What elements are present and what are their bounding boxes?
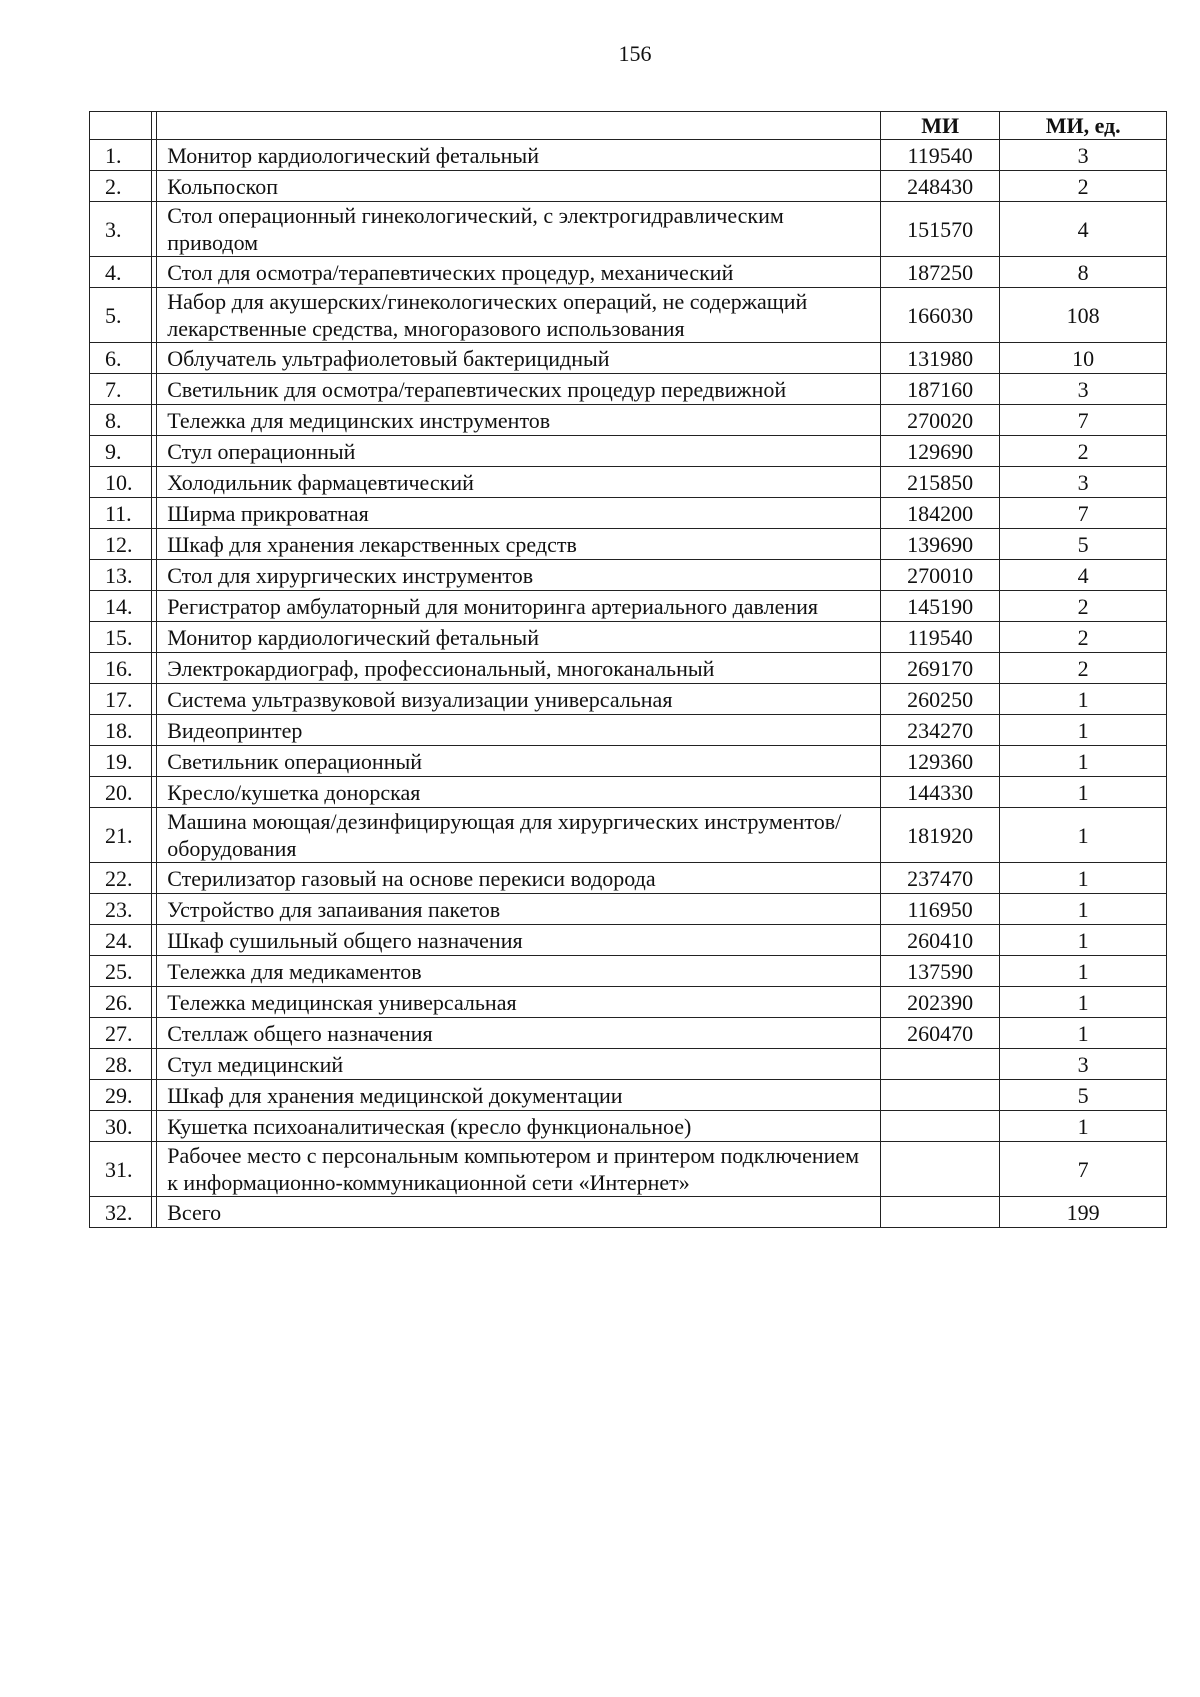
equipment-table <box>89 111 1167 1228</box>
row-number: 27. <box>90 1018 152 1049</box>
row-name: Тележка для медикаментов <box>157 956 881 987</box>
table-row <box>90 374 1167 405</box>
table-row <box>90 622 1167 653</box>
row-quantity: 7 <box>1000 498 1167 529</box>
row-quantity: 4 <box>1000 560 1167 591</box>
row-name: Тележка для медицинских инструментов <box>157 405 881 436</box>
row-name: Стол для осмотра/терапевтических процедур, механический <box>157 257 881 288</box>
table-row <box>90 1197 1167 1228</box>
row-quantity: 2 <box>1000 622 1167 653</box>
row-quantity: 2 <box>1000 591 1167 622</box>
table-row <box>90 288 1167 343</box>
row-quantity: 5 <box>1000 1080 1167 1111</box>
row-number: 29. <box>90 1080 152 1111</box>
row-name: Рабочее место с персональным компьютером и принтером подключением к информационно-коммуникационной сети «Интернет» <box>157 1142 881 1197</box>
row-quantity: 108 <box>1000 288 1167 343</box>
table-body <box>90 112 1167 1228</box>
table-row <box>90 1049 1167 1080</box>
row-quantity: 199 <box>1000 1197 1167 1228</box>
row-name: Стул операционный <box>157 436 881 467</box>
table-row <box>90 808 1167 863</box>
row-code: 144330 <box>880 777 999 808</box>
row-number: 17. <box>90 684 152 715</box>
row-number: 18. <box>90 715 152 746</box>
table-row <box>90 925 1167 956</box>
row-code: 151570 <box>880 202 999 257</box>
row-quantity: 1 <box>1000 746 1167 777</box>
table-row <box>90 140 1167 171</box>
row-code: 260250 <box>880 684 999 715</box>
row-code <box>880 1111 999 1142</box>
row-code: 202390 <box>880 987 999 1018</box>
page-number: 156 <box>618 41 652 66</box>
row-quantity: 1 <box>1000 715 1167 746</box>
row-name: Видеопринтер <box>157 715 881 746</box>
row-number: 20. <box>90 777 152 808</box>
row-number: 13. <box>90 560 152 591</box>
row-number: 16. <box>90 653 152 684</box>
row-name: Монитор кардиологический фетальный <box>157 140 881 171</box>
table-row <box>90 202 1167 257</box>
row-number: 3. <box>90 202 152 257</box>
row-name: Шкаф для хранения медицинской документации <box>157 1080 881 1111</box>
row-name: Облучатель ультрафиолетовый бактерицидный <box>157 343 881 374</box>
row-name: Кушетка психоаналитическая (кресло функциональное) <box>157 1111 881 1142</box>
row-number: 6. <box>90 343 152 374</box>
row-code: 145190 <box>880 591 999 622</box>
table-row <box>90 1142 1167 1197</box>
row-code: 166030 <box>880 288 999 343</box>
header-name <box>157 112 881 140</box>
row-name: Набор для акушерских/гинекологических операций, не содержащий лекарственные средства, многоразового использования <box>157 288 881 343</box>
row-quantity: 3 <box>1000 467 1167 498</box>
row-code: 119540 <box>880 622 999 653</box>
row-number: 19. <box>90 746 152 777</box>
row-name: Система ультразвуковой визуализации универсальная <box>157 684 881 715</box>
row-number: 25. <box>90 956 152 987</box>
table-row <box>90 560 1167 591</box>
row-code <box>880 1142 999 1197</box>
row-code: 129690 <box>880 436 999 467</box>
row-number: 10. <box>90 467 152 498</box>
row-quantity: 1 <box>1000 956 1167 987</box>
row-number: 30. <box>90 1111 152 1142</box>
table-row <box>90 467 1167 498</box>
row-code <box>880 1197 999 1228</box>
row-number: 32. <box>90 1197 152 1228</box>
row-code: 269170 <box>880 653 999 684</box>
row-name: Стул медицинский <box>157 1049 881 1080</box>
table-row <box>90 171 1167 202</box>
table-row <box>90 715 1167 746</box>
row-quantity: 8 <box>1000 257 1167 288</box>
row-quantity: 3 <box>1000 140 1167 171</box>
row-name: Шкаф сушильный общего назначения <box>157 925 881 956</box>
row-quantity: 1 <box>1000 1018 1167 1049</box>
row-number: 31. <box>90 1142 152 1197</box>
row-quantity: 1 <box>1000 684 1167 715</box>
row-code: 260470 <box>880 1018 999 1049</box>
row-name: Стеллаж общего назначения <box>157 1018 881 1049</box>
row-quantity: 7 <box>1000 1142 1167 1197</box>
table-row <box>90 436 1167 467</box>
row-quantity: 3 <box>1000 374 1167 405</box>
row-code: 181920 <box>880 808 999 863</box>
row-name: Электрокардиограф, профессиональный, многоканальный <box>157 653 881 684</box>
row-quantity: 1 <box>1000 925 1167 956</box>
row-number: 9. <box>90 436 152 467</box>
row-quantity: 3 <box>1000 1049 1167 1080</box>
table-row <box>90 343 1167 374</box>
row-number: 11. <box>90 498 152 529</box>
table-row <box>90 405 1167 436</box>
row-number: 26. <box>90 987 152 1018</box>
row-code: 260410 <box>880 925 999 956</box>
table-row <box>90 746 1167 777</box>
row-name: Светильник для осмотра/терапевтических процедур передвижной <box>157 374 881 405</box>
header-code: МИ <box>880 112 999 140</box>
row-name: Холодильник фармацевтический <box>157 467 881 498</box>
row-number: 14. <box>90 591 152 622</box>
row-number: 4. <box>90 257 152 288</box>
row-number: 1. <box>90 140 152 171</box>
row-name: Светильник операционный <box>157 746 881 777</box>
header-num <box>90 112 152 140</box>
table-row <box>90 863 1167 894</box>
table-row <box>90 653 1167 684</box>
table-row <box>90 498 1167 529</box>
row-number: 2. <box>90 171 152 202</box>
row-quantity: 2 <box>1000 436 1167 467</box>
row-quantity: 1 <box>1000 894 1167 925</box>
row-number: 24. <box>90 925 152 956</box>
table-row <box>90 684 1167 715</box>
row-code: 131980 <box>880 343 999 374</box>
row-quantity: 5 <box>1000 529 1167 560</box>
row-number: 22. <box>90 863 152 894</box>
table-row <box>90 956 1167 987</box>
row-code: 137590 <box>880 956 999 987</box>
row-code: 270020 <box>880 405 999 436</box>
row-name: Стол для хирургических инструментов <box>157 560 881 591</box>
row-name: Шкаф для хранения лекарственных средств <box>157 529 881 560</box>
row-name: Устройство для запаивания пакетов <box>157 894 881 925</box>
row-code: 234270 <box>880 715 999 746</box>
table-row <box>90 1018 1167 1049</box>
table-row <box>90 777 1167 808</box>
header-qty: МИ, ед. <box>1000 112 1167 140</box>
row-code <box>880 1080 999 1111</box>
row-quantity: 1 <box>1000 808 1167 863</box>
row-code: 129360 <box>880 746 999 777</box>
row-quantity: 2 <box>1000 171 1167 202</box>
row-code: 270010 <box>880 560 999 591</box>
row-name: Стол операционный гинекологический, с электрогидравлическим приводом <box>157 202 881 257</box>
table-row <box>90 257 1167 288</box>
row-name: Кресло/кушетка донорская <box>157 777 881 808</box>
row-name: Кольпоскоп <box>157 171 881 202</box>
row-code: 116950 <box>880 894 999 925</box>
row-name: Монитор кардиологический фетальный <box>157 622 881 653</box>
row-quantity: 7 <box>1000 405 1167 436</box>
table-row <box>90 987 1167 1018</box>
row-quantity: 10 <box>1000 343 1167 374</box>
row-code: 184200 <box>880 498 999 529</box>
table-header-row <box>90 112 1167 140</box>
row-name: Стерилизатор газовый на основе перекиси водорода <box>157 863 881 894</box>
row-quantity: 4 <box>1000 202 1167 257</box>
row-name: Всего <box>157 1197 881 1228</box>
table-row <box>90 529 1167 560</box>
row-number: 23. <box>90 894 152 925</box>
row-code: 119540 <box>880 140 999 171</box>
row-code: 248430 <box>880 171 999 202</box>
row-number: 15. <box>90 622 152 653</box>
row-name: Ширма прикроватная <box>157 498 881 529</box>
row-number: 8. <box>90 405 152 436</box>
row-name: Машина моющая/дезинфицирующая для хирургических инструментов/оборудования <box>157 808 881 863</box>
row-quantity: 1 <box>1000 987 1167 1018</box>
row-number: 5. <box>90 288 152 343</box>
row-number: 21. <box>90 808 152 863</box>
row-name: Регистратор амбулаторный для мониторинга артериального давления <box>157 591 881 622</box>
row-name: Тележка медицинская универсальная <box>157 987 881 1018</box>
row-code: 139690 <box>880 529 999 560</box>
row-number: 7. <box>90 374 152 405</box>
table-row <box>90 1111 1167 1142</box>
row-number: 28. <box>90 1049 152 1080</box>
row-quantity: 1 <box>1000 777 1167 808</box>
row-code: 187160 <box>880 374 999 405</box>
row-quantity: 2 <box>1000 653 1167 684</box>
table-row <box>90 591 1167 622</box>
row-code: 215850 <box>880 467 999 498</box>
row-number: 12. <box>90 529 152 560</box>
row-quantity: 1 <box>1000 863 1167 894</box>
row-code: 187250 <box>880 257 999 288</box>
row-quantity: 1 <box>1000 1111 1167 1142</box>
table-row <box>90 1080 1167 1111</box>
table-row <box>90 894 1167 925</box>
row-code <box>880 1049 999 1080</box>
row-code: 237470 <box>880 863 999 894</box>
